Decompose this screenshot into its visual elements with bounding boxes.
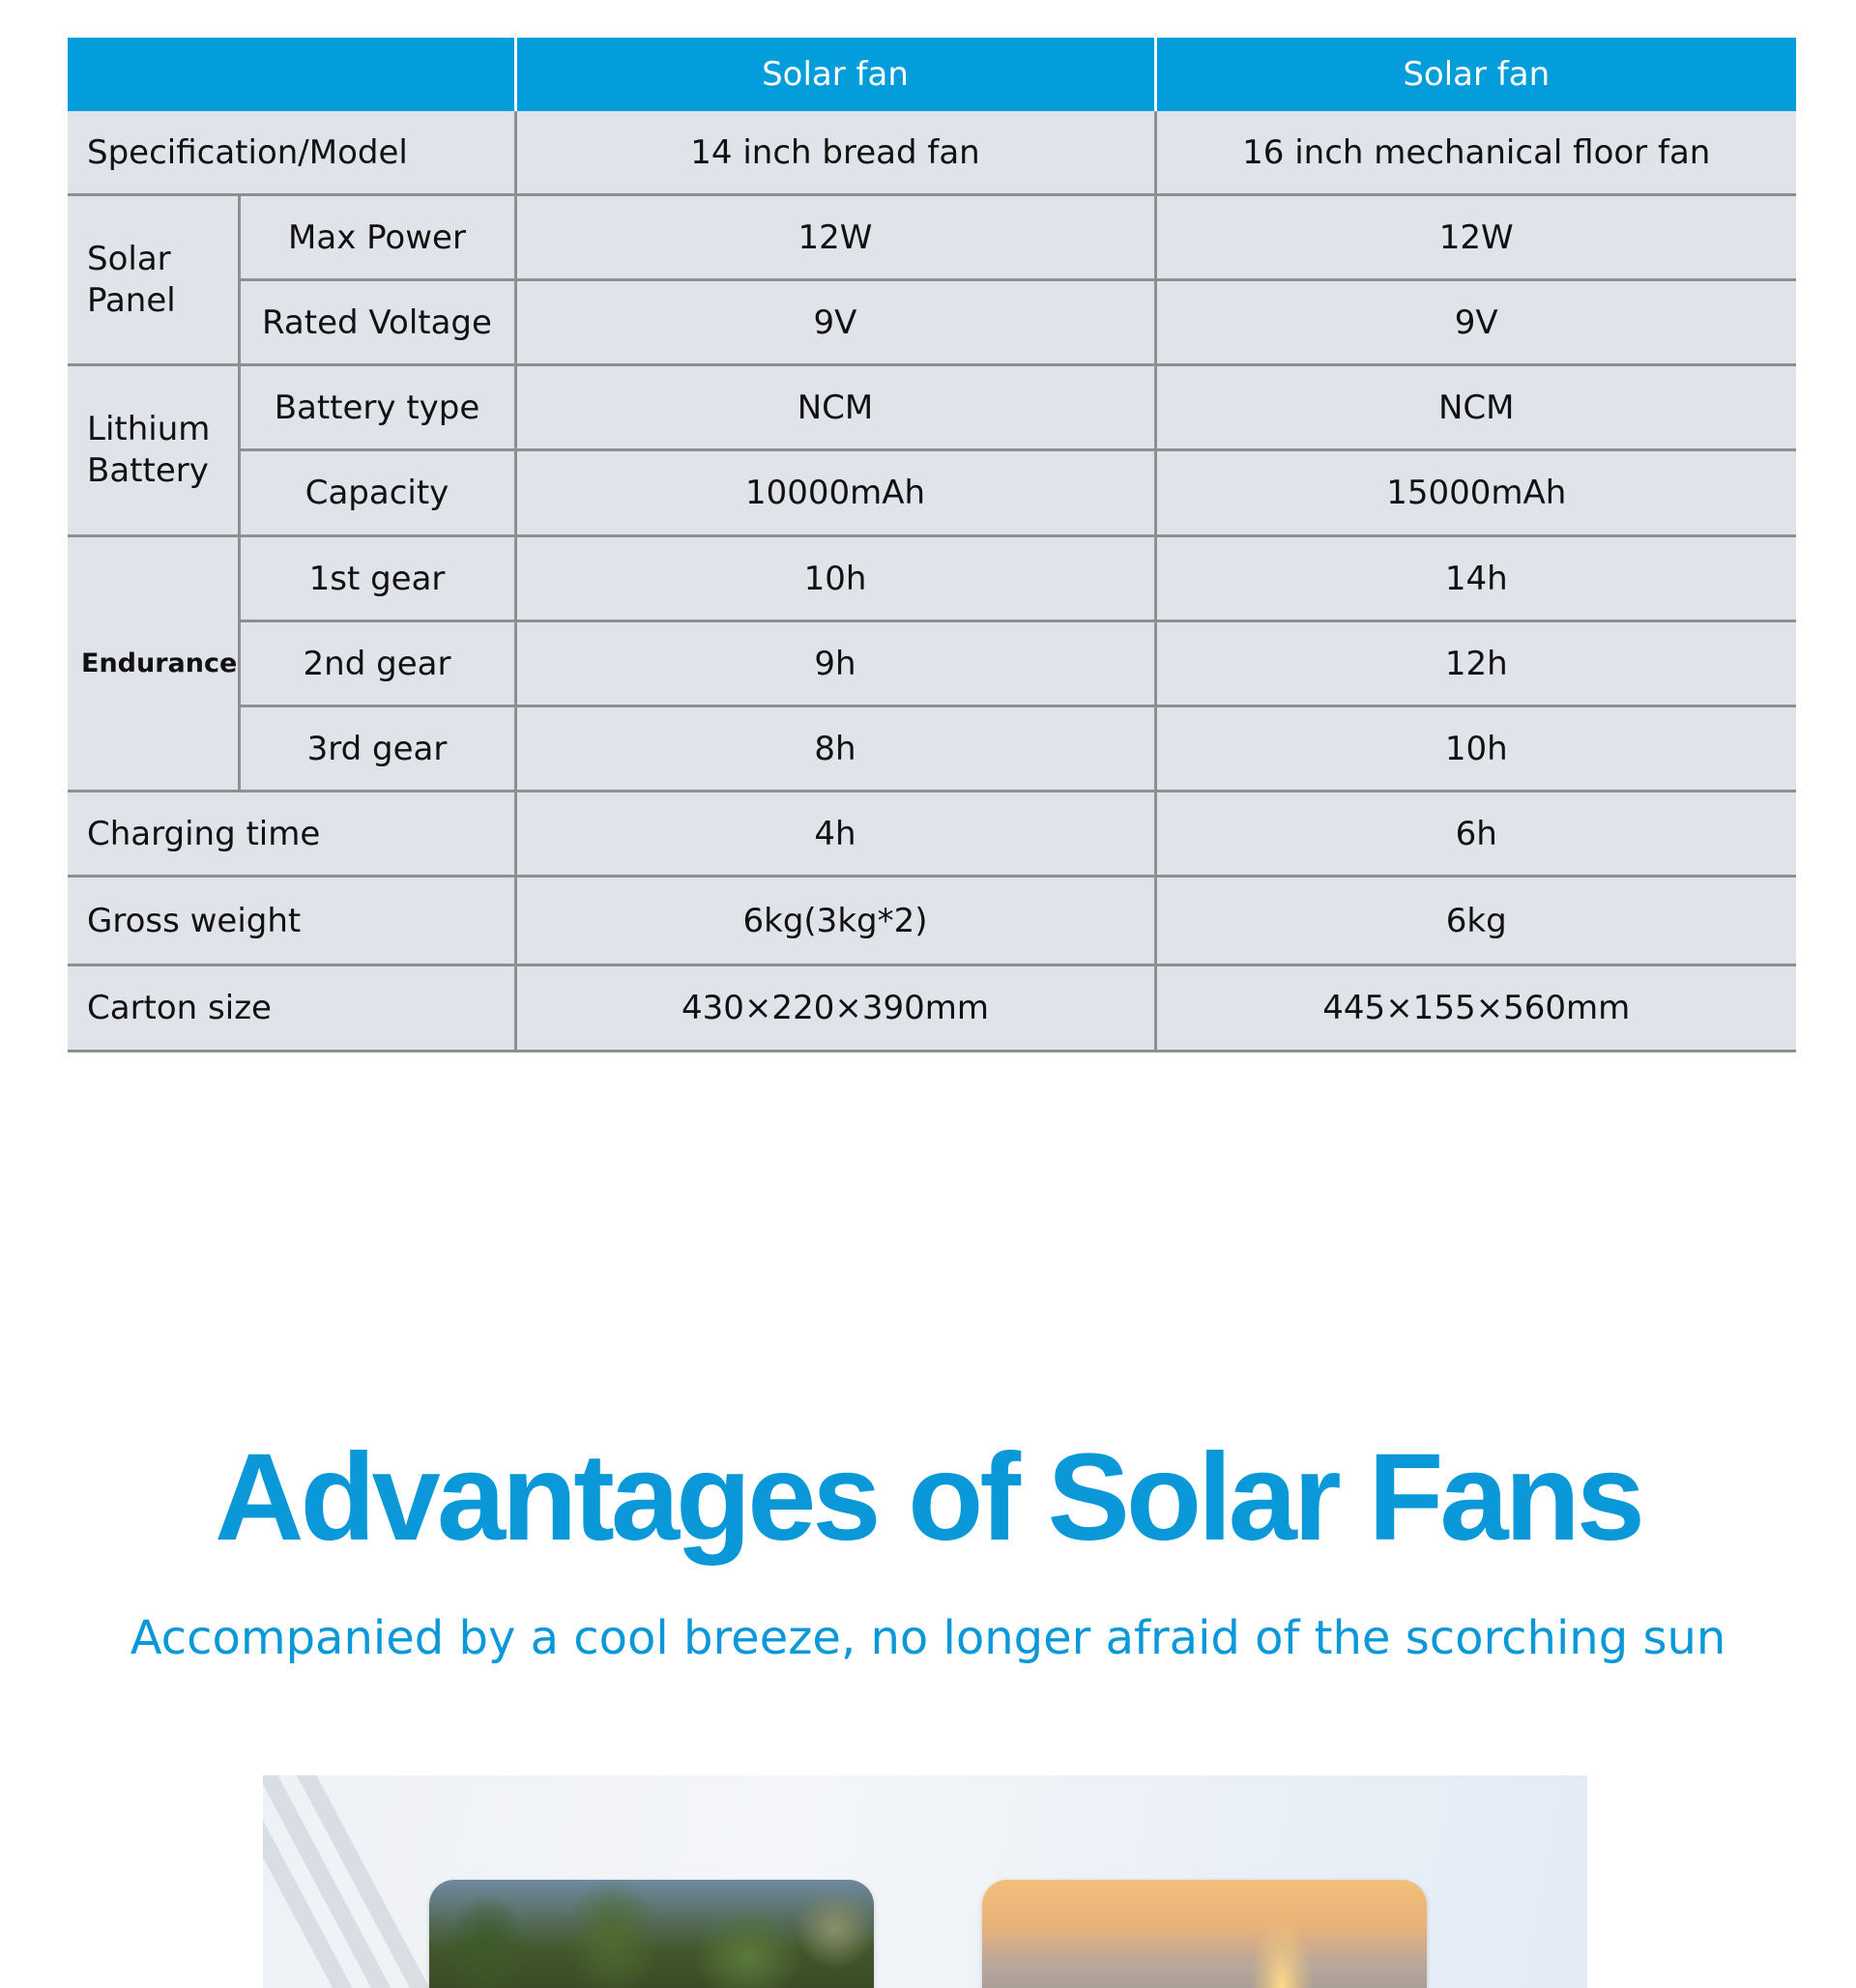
cell-col2: NCM: [1155, 365, 1796, 450]
group-solar-panel: [68, 195, 239, 365]
header-col1: Solar fan: [515, 38, 1155, 111]
row-gross-weight: [68, 877, 1796, 965]
cell-col2: 445×155×560mm: [1155, 965, 1796, 1052]
cell-col1: 430×220×390mm: [515, 965, 1155, 1052]
cell-col1: 8h: [515, 706, 1155, 792]
row-label: 2nd gear: [239, 621, 515, 706]
cell-col1: 10h: [515, 536, 1155, 621]
cell-col1: 12W: [515, 195, 1155, 280]
row-label: Max Power: [239, 195, 515, 280]
cell-col1: 14 inch bread fan: [515, 111, 1155, 195]
advantages-subtitle: Accompanied by a cool breeze, no longer afraid of the scorching sun: [130, 1611, 1726, 1665]
cell-col2: 12W: [1155, 195, 1796, 280]
row-label: Carton size: [68, 965, 515, 1052]
row-rated-voltage: [68, 280, 1796, 365]
cell-col1: 6kg(3kg*2): [515, 877, 1155, 965]
cell-col2: 14h: [1155, 536, 1796, 621]
cell-col2: 10h: [1155, 706, 1796, 792]
cell-col2: 9V: [1155, 280, 1796, 365]
row-charging-time: [68, 792, 1796, 877]
cell-col2: 12h: [1155, 621, 1796, 706]
row-label: 1st gear: [239, 536, 515, 621]
photo-band: [263, 1775, 1587, 1988]
cell-col1: 9V: [515, 280, 1155, 365]
row-label: Gross weight: [68, 877, 515, 965]
cell-col2: 15000mAh: [1155, 450, 1796, 536]
row-label: Specification/Model: [68, 111, 515, 195]
header-blank-cell: [68, 38, 515, 111]
table-header-row: [68, 38, 1796, 111]
row-label: Battery type: [239, 365, 515, 450]
cell-col1: 9h: [515, 621, 1155, 706]
row-max-power: [68, 195, 1796, 280]
cell-col2: 16 inch mechanical floor fan: [1155, 111, 1796, 195]
row-gear2: [68, 621, 1796, 706]
row-label: Rated Voltage: [239, 280, 515, 365]
cell-col1: 10000mAh: [515, 450, 1155, 536]
group-label: Lithium Battery: [87, 410, 211, 490]
header-col2: Solar fan: [1155, 38, 1796, 111]
group-label: Solar Panel: [87, 239, 176, 320]
row-gear3: [68, 706, 1796, 792]
cell-col1: 4h: [515, 792, 1155, 877]
row-label: 3rd gear: [239, 706, 515, 792]
row-carton-size: [68, 965, 1796, 1052]
row-capacity: [68, 450, 1796, 536]
row-label: Capacity: [239, 450, 515, 536]
cell-col1: NCM: [515, 365, 1155, 450]
row-gear1: [68, 536, 1796, 621]
sunset-photo: [982, 1880, 1427, 1988]
cell-col2: 6h: [1155, 792, 1796, 877]
row-label: Charging time: [68, 792, 515, 877]
row-battery-type: [68, 365, 1796, 450]
group-endurance: Endurance: [68, 536, 239, 792]
advantages-title: Advantages of Solar Fans: [215, 1428, 1641, 1567]
cell-col2: 6kg: [1155, 877, 1796, 965]
forest-photo: [429, 1880, 874, 1988]
group-lithium-battery: [68, 365, 239, 536]
row-model: [68, 111, 1796, 195]
spec-table: [68, 38, 1796, 1052]
